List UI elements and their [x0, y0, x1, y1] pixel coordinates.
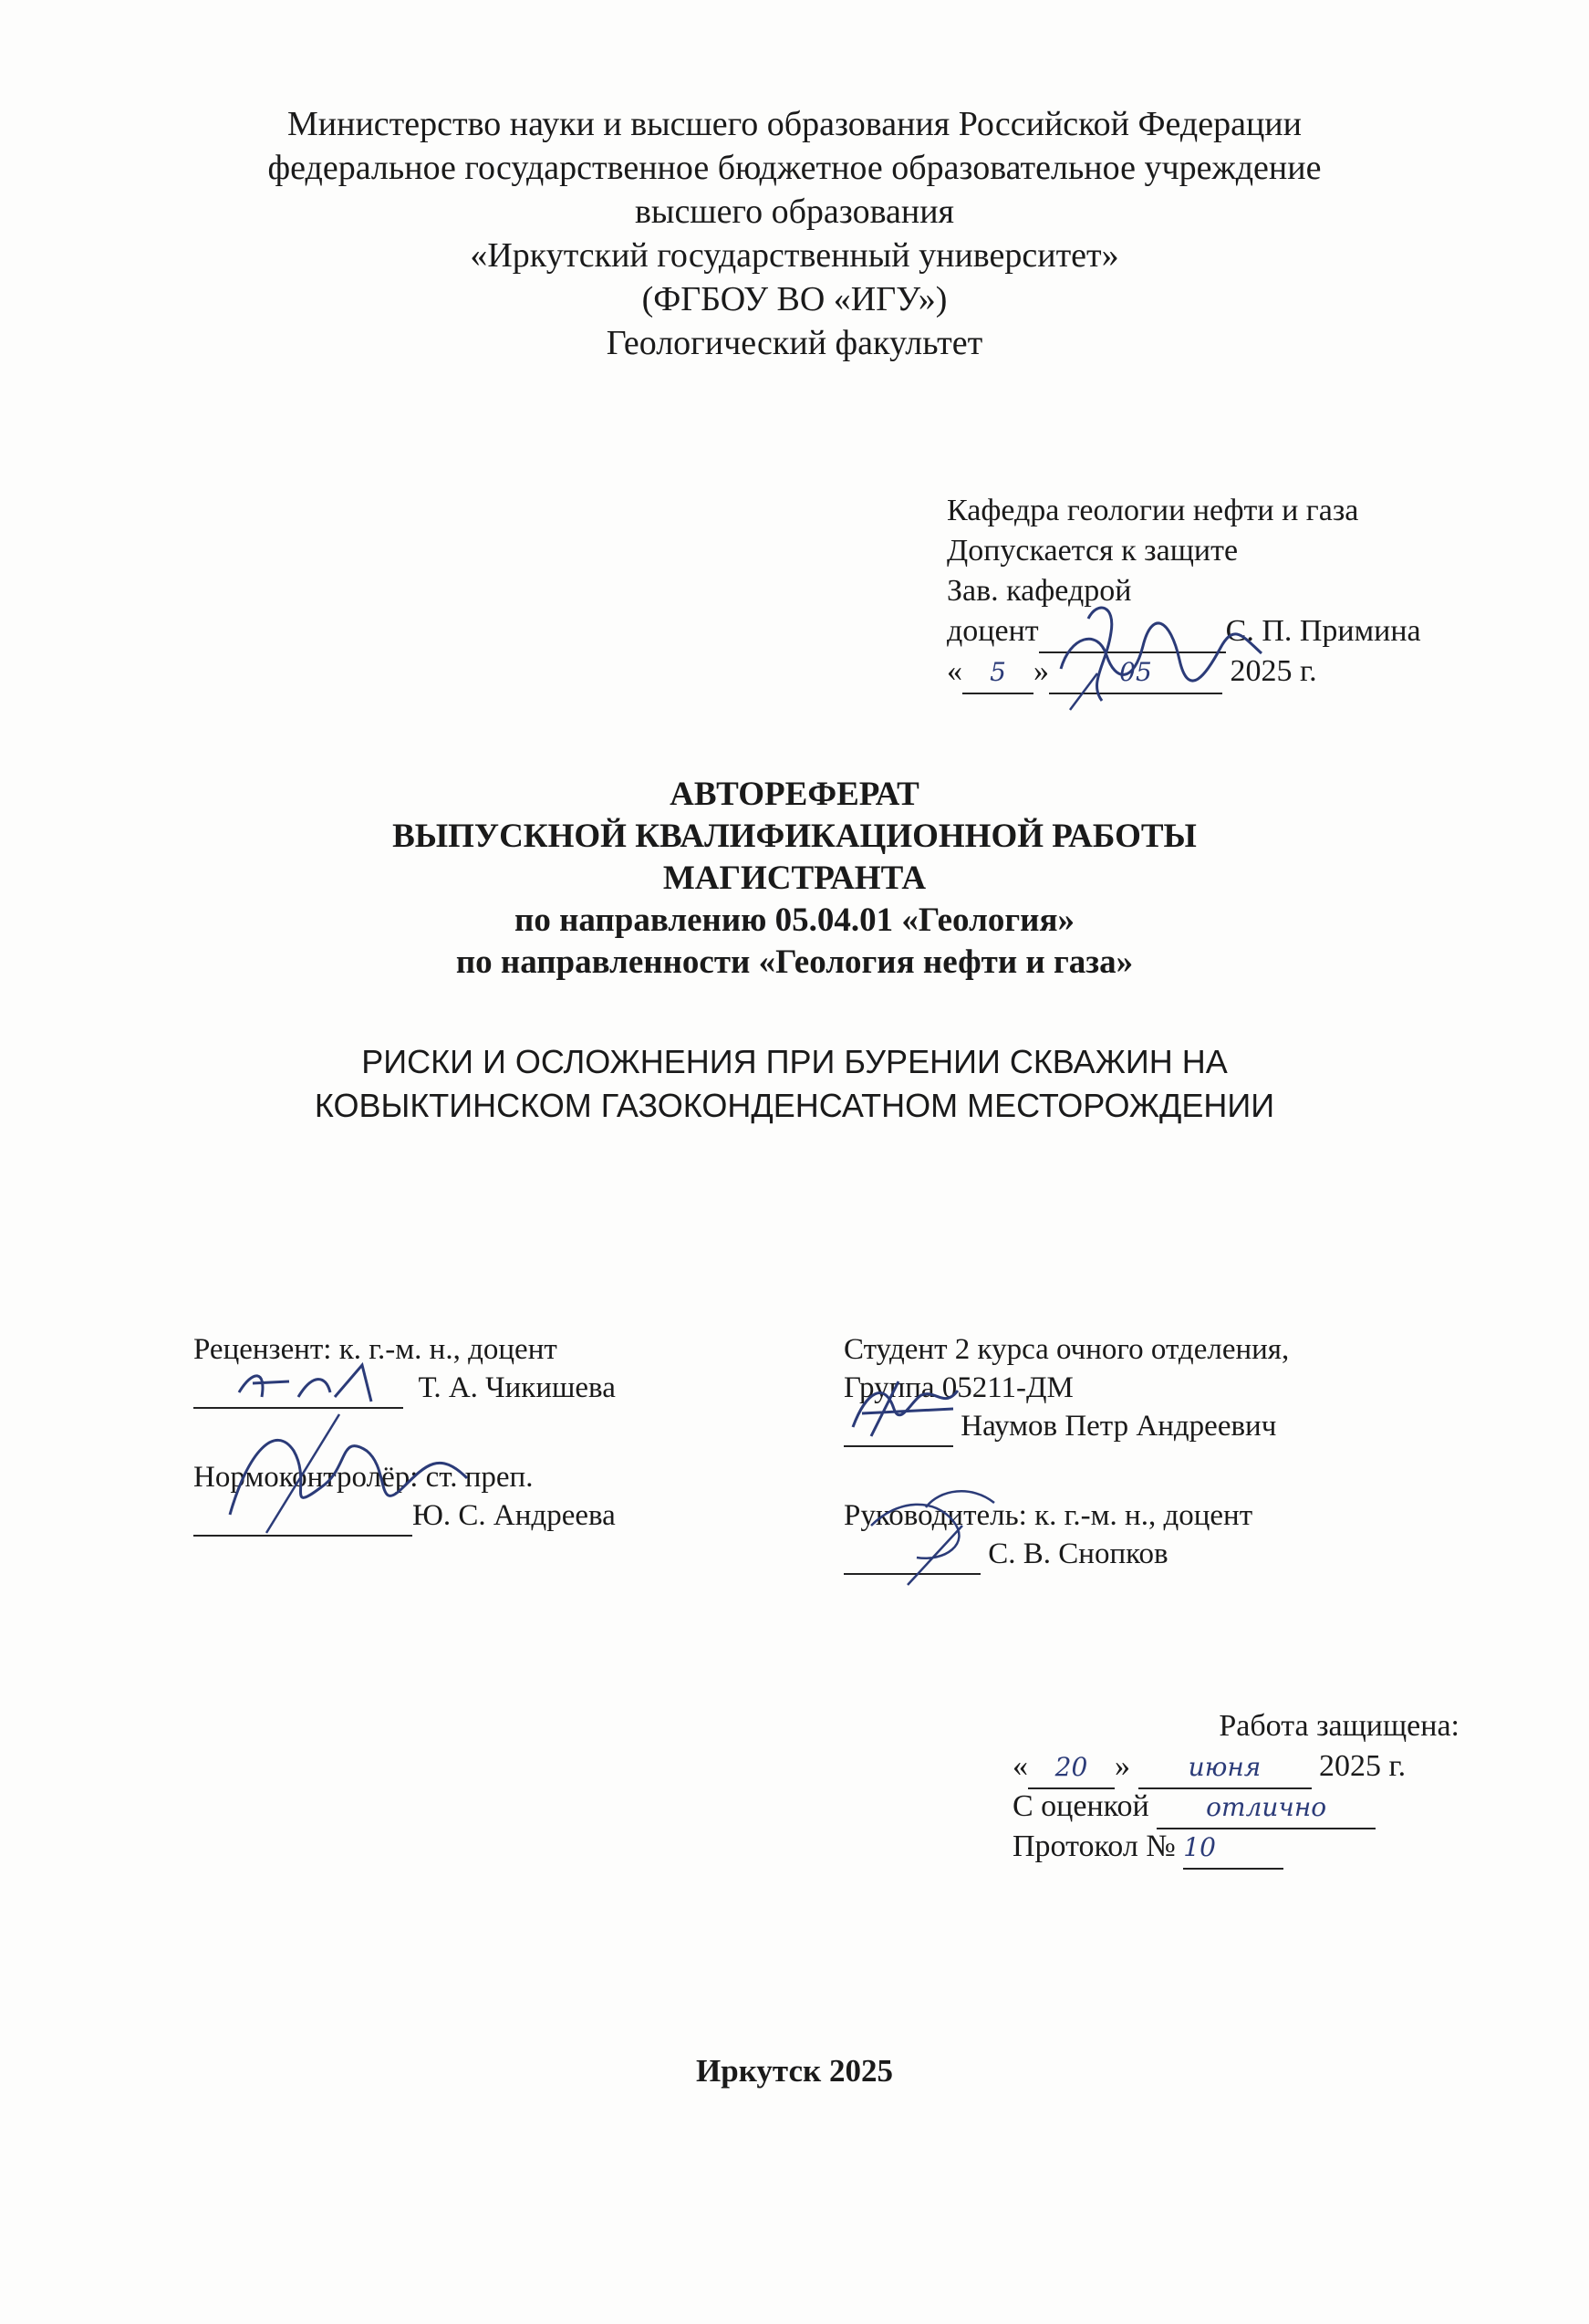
approval-date-line	[947, 651, 1421, 692]
head-signature-line	[947, 611, 1421, 651]
protocol-label: Протокол №	[1013, 1829, 1176, 1863]
university-name: «Иркутский государственный университет»	[470, 236, 1119, 275]
normcontrol-name: Ю. С. Андреева	[412, 1499, 616, 1532]
education-level-line: высшего образования	[634, 193, 955, 231]
reviewer-name: Т. А. Чикишева	[418, 1371, 616, 1404]
handwritten-grade: отлично	[1206, 1792, 1327, 1822]
normcontrol-signature-line	[193, 1496, 616, 1535]
university-abbr: (ФГБОУ ВО «ИГУ»)	[641, 280, 948, 318]
quote-close: »	[1115, 1749, 1130, 1783]
title-specialization: по направленности «Геология нефти и газа»	[455, 943, 1134, 981]
grade-blank	[1157, 1787, 1376, 1829]
supervisor-signature-line	[844, 1535, 1289, 1573]
supervisor-name: С. В. Снопков	[988, 1537, 1168, 1570]
approval-block	[947, 491, 1421, 692]
thesis-topic	[0, 1040, 1589, 1128]
student-label: Студент 2 курса очного отделения,	[844, 1333, 1290, 1366]
defense-year: 2025 г.	[1319, 1749, 1407, 1783]
student-signature-line	[844, 1407, 1289, 1445]
signature-blank	[1039, 611, 1226, 653]
head-line: Зав. кафедрой	[947, 574, 1132, 608]
title-direction: по направлению 05.04.01 «Геология»	[514, 901, 1075, 939]
defense-block	[1013, 1706, 1459, 1867]
handwritten-defense-day: 20	[1054, 1752, 1088, 1782]
approval-year: 2025 г.	[1230, 654, 1317, 688]
topic-line-2: КОВЫКТИНСКОМ ГАЗОКОНДЕНСАТНОМ МЕСТОРОЖДЕНИИ	[314, 1087, 1275, 1124]
city-year: Иркутск 2025	[696, 2053, 893, 2089]
institution-type-line: федеральное государственное бюджетное образовательное учреждение	[267, 149, 1322, 187]
day-blank	[962, 651, 1033, 694]
defense-day-blank	[1028, 1746, 1115, 1789]
normcontrol-label: Нормоконтролёр: ст. преп.	[193, 1461, 534, 1494]
protocol-line	[1013, 1827, 1459, 1867]
document-title	[0, 774, 1589, 984]
handwritten-month: 05	[1119, 657, 1152, 687]
head-name: С. П. Примина	[1225, 614, 1421, 648]
quote-open: «	[1013, 1749, 1028, 1783]
ministry-line: Министерство науки и высшего образования Российской Федерации	[287, 105, 1302, 143]
reviewer-label: Рецензент: к. г.-м. н., доцент	[193, 1333, 557, 1366]
admitted-line: Допускается к защите	[947, 534, 1239, 568]
topic-line-1: РИСКИ И ОСЛОЖНЕНИЯ ПРИ БУРЕНИИ СКВАЖИН НА	[361, 1043, 1228, 1080]
defense-date-line	[1013, 1746, 1459, 1787]
right-signatures	[844, 1330, 1289, 1573]
supervisor-label: Руководитель: к. г.-м. н., доцент	[844, 1499, 1253, 1532]
title-abstract: АВТОРЕФЕРАТ	[670, 776, 919, 813]
defense-label: Работа защищена:	[1219, 1709, 1459, 1743]
department-line: Кафедра геологии нефти и газа	[947, 494, 1359, 527]
protocol-blank	[1183, 1827, 1283, 1870]
student-name: Наумов Петр Андреевич	[961, 1410, 1277, 1443]
student-blank	[844, 1407, 953, 1447]
handwritten-protocol-number: 10	[1183, 1832, 1216, 1862]
title-degree: МАГИСТРАНТА	[662, 860, 927, 897]
student-group: Группа 05211-ДМ	[844, 1371, 1074, 1404]
handwritten-day: 5	[990, 657, 1006, 687]
faculty-name: Геологический факультет	[606, 324, 983, 362]
quote-close: »	[1033, 654, 1049, 688]
normcontrol-blank	[193, 1496, 412, 1537]
month-blank	[1049, 651, 1222, 694]
head-position: доцент	[947, 614, 1039, 648]
handwritten-defense-month: июня	[1188, 1752, 1262, 1782]
supervisor-blank	[844, 1535, 981, 1575]
institution-header	[0, 102, 1589, 365]
grade-line	[1013, 1787, 1459, 1827]
reviewer-blank	[193, 1369, 403, 1409]
title-work-type: ВЫПУСКНОЙ КВАЛИФИКАЦИОННОЙ РАБОТЫ	[392, 818, 1197, 855]
quote-open: «	[947, 654, 962, 688]
defense-month-blank	[1138, 1746, 1312, 1789]
grade-label: С оценкой	[1013, 1789, 1149, 1823]
left-signatures	[193, 1330, 616, 1535]
reviewer-signature-line	[193, 1369, 616, 1407]
